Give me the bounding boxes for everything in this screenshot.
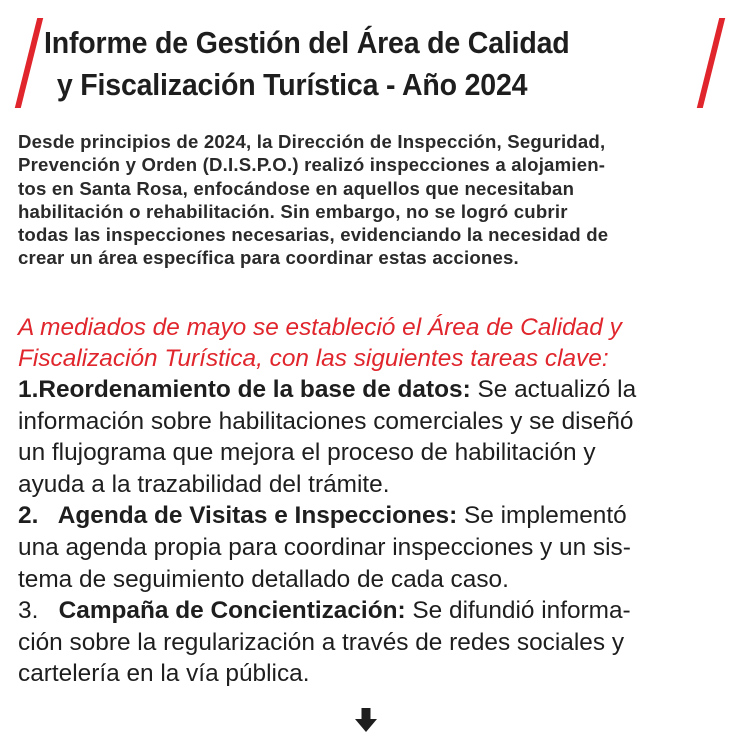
title-line-2: y Fiscalización Turística - Año 2024 [56,67,528,102]
task-heading: Agenda de Visitas e Inspecciones: [57,502,458,530]
task-heading: Campaña de Concientización: [58,597,406,625]
task-text: Se implementó [457,502,627,530]
task-list [18,374,734,690]
title-line-1: Informe de Gestión del Área de Calidad [44,25,570,60]
task-item-3 [18,595,734,690]
intro-line: tos en Santa Rosa, enfocándose en aquellos que necesitaban [18,177,575,199]
task-line: información sobre habilitaciones comerciales y se diseñó [18,407,634,435]
task-line: ción sobre la regularización a través de redes sociales y [18,628,625,656]
intro-line: crear un área específica para coordinar estas acciones. [18,247,519,269]
task-item-1 [18,374,734,500]
task-line: cartelería en la vía pública. [18,660,310,688]
task-line: tema de seguimiento detallado de cada caso. [18,565,509,593]
task-text: Se actualizó la [470,376,637,403]
intro-line: Prevención y Orden (D.I.S.P.O.) realizó inspecciones a alojamien- [18,154,606,176]
lead-paragraph [18,312,734,374]
page-title [44,22,694,106]
arrow-down-icon [355,708,377,732]
right-accent-slash [697,18,725,108]
task-text: Se difundió informa- [405,597,631,625]
task-heading: Reordenamiento de la base de datos: [38,376,471,403]
task-first-line [18,374,734,406]
intro-line: habilitación o rehabilitación. Sin embargo, no se logró cubrir [18,200,568,222]
task-first-line [18,595,734,627]
intro-line: todas las inspecciones necesarias, evidenciando la necesidad de [18,224,609,246]
left-accent-slash [15,18,43,108]
task-line: una agenda propia para coordinar inspecciones y un sis- [18,533,631,561]
intro-paragraph [18,130,734,270]
lead-line: Fiscalización Turística, con las siguientes tareas clave: [18,345,609,372]
task-item-2 [18,500,734,595]
task-first-line [18,500,734,532]
task-line: ayuda a la trazabilidad del trámite. [18,470,390,498]
task-number: 3. [18,597,59,625]
intro-line: Desde principios de 2024, la Dirección de Inspección, Seguridad, [18,131,606,152]
lead-line: A mediados de mayo se estableció el Área de Calidad y [18,314,622,341]
task-number: 1. [18,376,39,403]
task-number: 2. [18,502,58,530]
task-line: un flujograma que mejora el proceso de habilitación y [18,439,596,467]
